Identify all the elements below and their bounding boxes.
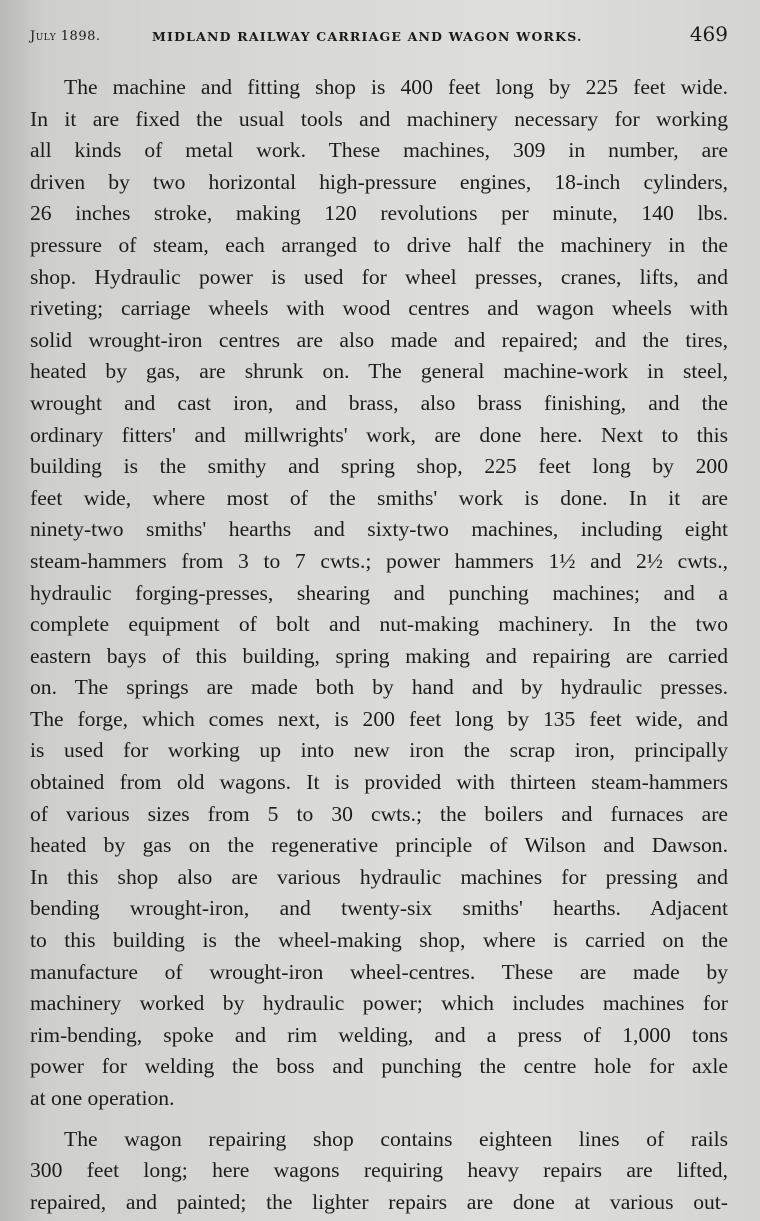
text-line: ninety-two smiths' hearths and sixty-two machines, including eight <box>30 517 728 542</box>
text-line: The machine and fitting shop is 400 feet long by 225 feet wide. <box>64 75 728 99</box>
text-line: heated by gas on the regenerative principle of Wilson and Dawson. <box>30 833 728 858</box>
text-line: machinery worked by hydraulic power; which includes machines for <box>30 991 728 1016</box>
text-line: steam-hammers from 3 to 7 cwts.; power hammers 1½ and 2½ cwts., <box>30 548 728 573</box>
text-line: obtained from old wagons. It is provided with thirteen steam-hammers <box>30 770 728 795</box>
text-line: 300 feet long; here wagons requiring heavy repairs are lifted, <box>30 1158 728 1183</box>
text-line: bending wrought-iron, and twenty-six smiths' hearths. Adjacent <box>30 896 728 921</box>
text-line: eastern bays of this building, spring making and repairing are carried <box>30 643 728 668</box>
text-line: repaired, and painted; the lighter repairs are done at various out- <box>30 1189 728 1214</box>
text-line: to this building is the wheel-making shop, where is carried on the <box>30 928 728 953</box>
text-line: ordinary fitters' and millwrights' work, are done here. Next to this <box>30 422 728 447</box>
text-line: In it are fixed the usual tools and machinery necessary for working <box>30 106 728 131</box>
text-line: at one operation. <box>30 1086 175 1110</box>
text-line: shop. Hydraulic power is used for wheel presses, cranes, lifts, and <box>30 264 728 289</box>
text-line: manufacture of wrought-iron wheel-centres. These are made by <box>30 959 728 984</box>
text-line: feet wide, where most of the smiths' work is done. In it are <box>30 485 728 510</box>
text-line: all kinds of metal work. These machines, 309 in number, are <box>30 138 728 163</box>
text-line: pressure of steam, each arranged to drive half the machinery in the <box>30 232 728 257</box>
text-line: building is the smithy and spring shop, 225 feet long by 200 <box>30 454 728 479</box>
text-line: on. The springs are made both by hand and by hydraulic presses. <box>30 675 728 700</box>
text-line: of various sizes from 5 to 30 cwts.; the boilers and furnaces are <box>30 801 728 826</box>
header-date: July 1898. <box>30 29 101 44</box>
text-line: heated by gas, are shrunk on. The general machine-work in steel, <box>30 359 728 384</box>
running-header <box>30 20 728 50</box>
text-line: is used for working up into new iron the scrap iron, principally <box>30 738 728 763</box>
text-line: hydraulic forging-presses, shearing and punching machines; and a <box>30 580 728 605</box>
text-line: wrought and cast iron, and brass, also brass finishing, and the <box>30 390 728 415</box>
text-line: complete equipment of bolt and nut-making machinery. In the two <box>30 612 728 637</box>
text-line: 26 inches stroke, making 120 revolutions per minute, 140 lbs. <box>30 201 728 226</box>
text-line: rim-bending, spoke and rim welding, and a press of 1,000 tons <box>30 1022 728 1047</box>
body-text <box>30 72 728 1218</box>
paragraph-wagon-repair <box>30 1124 728 1219</box>
text-line: power for welding the boss and punching the centre hole for axle <box>30 1054 728 1079</box>
text-line: In this shop also are various hydraulic machines for pressing and <box>30 864 728 889</box>
page-number: 469 <box>689 22 728 46</box>
paragraph-gap <box>30 1115 728 1124</box>
text-line: riveting; carriage wheels with wood centres and wagon wheels with <box>30 296 728 321</box>
text-line: The wagon repairing shop contains eighteen lines of rails <box>64 1126 728 1151</box>
text-line: solid wrought-iron centres are also made and repaired; and the tires, <box>30 327 728 352</box>
header-title: MIDLAND RAILWAY CARRIAGE AND WAGON WORKS. <box>152 29 583 44</box>
text-line: driven by two horizontal high-pressure engines, 18-inch cylinders, <box>30 169 728 194</box>
paragraph-machine-shop <box>30 72 728 1115</box>
text-line: The forge, which comes next, is 200 feet long by 135 feet wide, and <box>30 706 728 731</box>
